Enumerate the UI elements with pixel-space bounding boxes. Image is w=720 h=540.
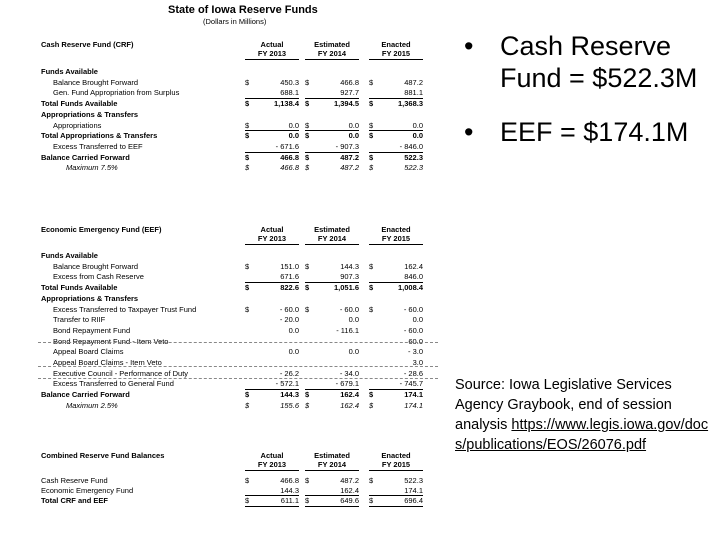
dollar-sign: $ bbox=[369, 131, 374, 140]
cell-value: 522.3 bbox=[404, 153, 423, 162]
column-header-line2: FY 2013 bbox=[257, 234, 287, 243]
source-note bbox=[455, 375, 717, 455]
cell-value: - 34.0 bbox=[339, 369, 359, 378]
dollar-sign: $ bbox=[369, 401, 374, 410]
crf-row-label: Gen. Fund Appropriation from Surplus bbox=[53, 88, 180, 97]
table-subtitle: (Dollars in Millions) bbox=[203, 17, 267, 26]
cell-value: 3.0 bbox=[412, 358, 423, 367]
cell-value: 0.0 bbox=[412, 121, 423, 130]
combined-row-label: Cash Reserve Fund bbox=[41, 476, 108, 485]
dollar-sign: $ bbox=[245, 390, 250, 399]
crf-row-label: Balance Carried Forward bbox=[41, 153, 130, 162]
dollar-sign: $ bbox=[305, 283, 310, 292]
cell-value: - 26.2 bbox=[279, 369, 299, 378]
column-header-line2: FY 2015 bbox=[381, 49, 411, 58]
cell-value: 522.3 bbox=[404, 163, 423, 172]
rule-line bbox=[245, 506, 299, 507]
bullet-text: EEF = $174.1M bbox=[500, 117, 689, 147]
cell-value: 846.0 bbox=[404, 272, 423, 281]
cell-value: 0.0 bbox=[348, 347, 359, 356]
column-header-line2: FY 2013 bbox=[257, 49, 287, 58]
eef-row-label: Bond Repayment Fund bbox=[53, 326, 131, 335]
cell-value: - 846.0 bbox=[399, 142, 423, 151]
crf-row-label: Appropriations bbox=[53, 121, 102, 130]
dollar-sign: $ bbox=[245, 262, 250, 271]
column-header-line1: Actual bbox=[260, 40, 284, 49]
crf-row-label: Funds Available bbox=[41, 67, 98, 76]
rule-line bbox=[369, 152, 423, 153]
dollar-sign: $ bbox=[369, 163, 374, 172]
cell-value: 144.3 bbox=[280, 486, 299, 495]
dollar-sign: $ bbox=[245, 131, 250, 140]
dollar-sign: $ bbox=[305, 305, 310, 314]
bullet-eef bbox=[464, 116, 714, 148]
dollar-sign: $ bbox=[245, 121, 250, 130]
crf-row-label: Total Funds Available bbox=[41, 99, 118, 108]
dashed-separator bbox=[38, 342, 438, 343]
bullet-crf bbox=[464, 30, 714, 94]
eef-row-label: Total Funds Available bbox=[41, 283, 118, 292]
bullet-text: Cash Reserve Fund = $522.3M bbox=[500, 31, 698, 93]
table-title: State of Iowa Reserve Funds bbox=[168, 4, 318, 16]
cell-value: 162.4 bbox=[404, 262, 423, 271]
eef-column-header bbox=[245, 225, 299, 243]
column-header-line1: Estimated bbox=[314, 40, 350, 49]
cell-value: - 60.0 bbox=[279, 305, 299, 314]
eef-heading: Economic Emergency Fund (EEF) bbox=[41, 225, 162, 234]
reserve-funds-table bbox=[38, 0, 438, 540]
rule-line bbox=[305, 98, 359, 99]
bullet-dot-icon: • bbox=[464, 31, 474, 61]
dollar-sign: $ bbox=[245, 476, 250, 485]
cell-value: 1,394.5 bbox=[333, 99, 359, 108]
rule-line bbox=[245, 389, 299, 390]
column-header-line2: FY 2015 bbox=[381, 234, 411, 243]
cell-value: 144.3 bbox=[340, 262, 359, 271]
dollar-sign: $ bbox=[305, 78, 310, 87]
eef-row-label: Appropriations & Transfers bbox=[41, 294, 139, 303]
bullet-dot-icon: • bbox=[464, 117, 474, 147]
dollar-sign: $ bbox=[305, 121, 310, 130]
rule-line bbox=[369, 495, 423, 496]
dollar-sign: $ bbox=[369, 153, 374, 162]
eef-row-label: Excess Transferred to General Fund bbox=[53, 379, 174, 388]
rule-line bbox=[305, 59, 359, 60]
dollar-sign: $ bbox=[305, 153, 310, 162]
rule-line bbox=[245, 152, 299, 153]
rule-line bbox=[245, 495, 299, 496]
eef-row-label: Appeal Board Claims bbox=[53, 347, 124, 356]
cell-value: 1,368.3 bbox=[397, 99, 423, 108]
cell-value: - 679.1 bbox=[335, 379, 359, 388]
cell-value: 822.6 bbox=[280, 283, 299, 292]
dollar-sign: $ bbox=[305, 99, 310, 108]
crf-column-header bbox=[305, 40, 359, 58]
cell-value: 162.4 bbox=[340, 390, 359, 399]
rule-line bbox=[369, 389, 423, 390]
eef-row-label: Transfer to RIIF bbox=[53, 315, 106, 324]
eef-column-header bbox=[305, 225, 359, 243]
dollar-sign: $ bbox=[245, 163, 250, 172]
column-header-line1: Estimated bbox=[314, 225, 350, 234]
dollar-sign: $ bbox=[245, 283, 250, 292]
cell-value: 881.1 bbox=[404, 88, 423, 97]
column-header-line1: Enacted bbox=[381, 451, 411, 460]
eef-row-label: Balance Carried Forward bbox=[41, 390, 130, 399]
eef-row-label: Excess Transferred to Taxpayer Trust Fund bbox=[53, 305, 197, 314]
cell-value: 671.6 bbox=[280, 272, 299, 281]
eef-row-label: Maximum 2.5% bbox=[66, 401, 118, 410]
cell-value: 487.2 bbox=[340, 163, 359, 172]
rule-line bbox=[245, 98, 299, 99]
cell-value: 487.2 bbox=[340, 153, 359, 162]
cell-value: - 671.6 bbox=[275, 142, 299, 151]
cell-value: 487.2 bbox=[404, 78, 423, 87]
dollar-sign: $ bbox=[305, 476, 310, 485]
cell-value: - 60.0 bbox=[403, 326, 423, 335]
rule-line bbox=[305, 389, 359, 390]
cell-value: 0.0 bbox=[412, 131, 423, 140]
rule-line bbox=[369, 59, 423, 60]
cell-value: 466.8 bbox=[280, 476, 299, 485]
combined-heading: Combined Reserve Fund Balances bbox=[41, 451, 165, 460]
crf-row-label: Total Appropriations & Transfers bbox=[41, 131, 158, 140]
cell-value: 162.4 bbox=[340, 401, 359, 410]
dollar-sign: $ bbox=[305, 390, 310, 399]
cell-value: 466.8 bbox=[280, 153, 299, 162]
column-header-line2: FY 2014 bbox=[317, 49, 347, 58]
cell-value: 0.0 bbox=[348, 121, 359, 130]
rule-line bbox=[245, 244, 299, 245]
dollar-sign: $ bbox=[369, 476, 374, 485]
dollar-sign: $ bbox=[369, 305, 374, 314]
cell-value: 450.3 bbox=[280, 78, 299, 87]
eef-row-label: Bond Repayment Fund - Item Veto bbox=[53, 337, 169, 346]
cell-value: 466.8 bbox=[340, 78, 359, 87]
dollar-sign: $ bbox=[305, 496, 310, 505]
cell-value: 1,051.6 bbox=[333, 283, 359, 292]
dashed-separator bbox=[38, 366, 438, 367]
cell-value: 1,138.4 bbox=[273, 99, 299, 108]
crf-column-header bbox=[245, 40, 299, 58]
eef-row-label: Appeal Board Claims - Item Veto bbox=[53, 358, 162, 367]
cell-value: 907.3 bbox=[340, 272, 359, 281]
column-header-line2: FY 2014 bbox=[317, 234, 347, 243]
cell-value: 162.4 bbox=[340, 486, 359, 495]
dollar-sign: $ bbox=[369, 390, 374, 399]
column-header-line1: Enacted bbox=[381, 225, 411, 234]
crf-row-label: Balance Brought Forward bbox=[53, 78, 139, 87]
source-link[interactable]: https://www.legis.iowa.gov/docs/publications/EOS/26076.pdf bbox=[455, 417, 709, 453]
rule-line bbox=[245, 130, 299, 131]
combined-column-header bbox=[245, 451, 299, 469]
eef-row-label: Executive Council - Performance of Duty bbox=[53, 369, 189, 378]
cell-value: - 28.6 bbox=[403, 369, 423, 378]
column-header-line1: Enacted bbox=[381, 40, 411, 49]
dollar-sign: $ bbox=[305, 262, 310, 271]
column-header-line2: FY 2014 bbox=[317, 460, 347, 469]
crf-column-header bbox=[369, 40, 423, 58]
eef-column-header bbox=[369, 225, 423, 243]
cell-value: 155.6 bbox=[280, 401, 299, 410]
column-header-line2: FY 2013 bbox=[257, 460, 287, 469]
cell-value: 60.0 bbox=[408, 337, 423, 346]
cell-value: 688.1 bbox=[280, 88, 299, 97]
rule-line bbox=[369, 130, 423, 131]
dollar-sign: $ bbox=[305, 401, 310, 410]
dollar-sign: $ bbox=[245, 401, 250, 410]
cell-value: 522.3 bbox=[404, 476, 423, 485]
cell-value: 0.0 bbox=[288, 347, 299, 356]
cell-value: - 116.1 bbox=[336, 326, 359, 335]
cell-value: - 907.3 bbox=[335, 142, 359, 151]
rule-line bbox=[305, 244, 359, 245]
rule-line bbox=[305, 495, 359, 496]
dollar-sign: $ bbox=[369, 262, 374, 271]
cell-value: 696.4 bbox=[404, 496, 423, 505]
combined-row-label: Economic Emergency Fund bbox=[41, 486, 134, 495]
rule-line bbox=[245, 470, 299, 471]
crf-row-label: Appropriations & Transfers bbox=[41, 110, 139, 119]
rule-line bbox=[305, 152, 359, 153]
combined-column-header bbox=[305, 451, 359, 469]
eef-row-label: Excess from Cash Reserve bbox=[53, 272, 144, 281]
cell-value: 144.3 bbox=[280, 390, 299, 399]
cell-value: 174.1 bbox=[404, 390, 423, 399]
dollar-sign: $ bbox=[369, 283, 374, 292]
combined-row-label: Total CRF and EEF bbox=[41, 496, 108, 505]
cell-value: 0.0 bbox=[412, 315, 423, 324]
cell-value: 151.0 bbox=[280, 262, 299, 271]
rule-line bbox=[305, 130, 359, 131]
rule-line bbox=[245, 282, 299, 283]
cell-value: 649.6 bbox=[340, 496, 359, 505]
dashed-separator bbox=[38, 378, 438, 379]
rule-line bbox=[369, 470, 423, 471]
rule-line bbox=[369, 282, 423, 283]
rule-line bbox=[245, 59, 299, 60]
rule-line bbox=[369, 98, 423, 99]
cell-value: - 20.0 bbox=[279, 315, 299, 324]
cell-value: 0.0 bbox=[348, 315, 359, 324]
dollar-sign: $ bbox=[245, 305, 250, 314]
dollar-sign: $ bbox=[369, 121, 374, 130]
rule-line bbox=[369, 506, 423, 507]
cell-value: 0.0 bbox=[288, 131, 299, 140]
source-text: Source: Iowa Legislative Services Agency Graybook, end of session analysis bbox=[455, 377, 672, 433]
column-header-line1: Actual bbox=[260, 451, 284, 460]
eef-row-label: Balance Brought Forward bbox=[53, 262, 139, 271]
cell-value: 0.0 bbox=[288, 326, 299, 335]
cell-value: - 745.7 bbox=[399, 379, 423, 388]
dollar-sign: $ bbox=[305, 131, 310, 140]
rule-line bbox=[369, 244, 423, 245]
dollar-sign: $ bbox=[369, 78, 374, 87]
dollar-sign: $ bbox=[305, 163, 310, 172]
cell-value: 487.2 bbox=[340, 476, 359, 485]
cell-value: - 60.0 bbox=[403, 305, 423, 314]
crf-heading: Cash Reserve Fund (CRF) bbox=[41, 40, 134, 49]
rule-line bbox=[305, 282, 359, 283]
bullet-list bbox=[464, 30, 714, 170]
dollar-sign: $ bbox=[369, 496, 374, 505]
cell-value: 174.1 bbox=[404, 401, 423, 410]
column-header-line1: Estimated bbox=[314, 451, 350, 460]
combined-column-header bbox=[369, 451, 423, 469]
rule-line bbox=[305, 506, 359, 507]
cell-value: 466.8 bbox=[280, 163, 299, 172]
cell-value: 0.0 bbox=[348, 131, 359, 140]
cell-value: 927.7 bbox=[340, 88, 359, 97]
crf-row-label: Excess Transferred to EEF bbox=[53, 142, 143, 151]
dollar-sign: $ bbox=[369, 99, 374, 108]
cell-value: 611.1 bbox=[280, 496, 299, 505]
dollar-sign: $ bbox=[245, 78, 250, 87]
dollar-sign: $ bbox=[245, 99, 250, 108]
cell-value: - 572.1 bbox=[275, 379, 299, 388]
cell-value: - 60.0 bbox=[339, 305, 359, 314]
column-header-line2: FY 2015 bbox=[381, 460, 411, 469]
dollar-sign: $ bbox=[245, 496, 250, 505]
dollar-sign: $ bbox=[245, 153, 250, 162]
column-header-line1: Actual bbox=[260, 225, 284, 234]
eef-row-label: Funds Available bbox=[41, 251, 98, 260]
cell-value: 174.1 bbox=[404, 486, 423, 495]
crf-row-label: Maximum 7.5% bbox=[66, 163, 118, 172]
rule-line bbox=[305, 470, 359, 471]
cell-value: 1,008.4 bbox=[397, 283, 423, 292]
cell-value: - 3.0 bbox=[407, 347, 423, 356]
cell-value: 0.0 bbox=[288, 121, 299, 130]
